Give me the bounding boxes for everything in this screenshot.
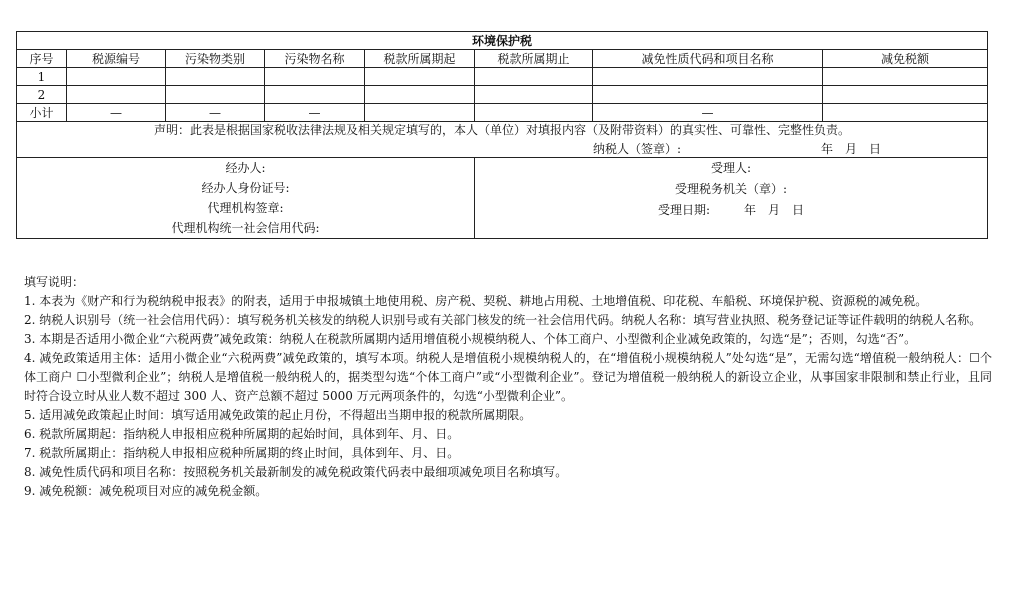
tax-office-label: 受理税务机关（章）: (674, 182, 788, 196)
instruction-item: 8. 减免性质代码和项目名称：按照税务机关最新制发的减免税政策代码表中最细项减免项目名称填写。 (24, 465, 568, 479)
receipt-date: 年 月 日 (744, 203, 805, 217)
instruction-item: 4. 减免政策适用主体：适用小微企业“六税两费”减免政策的，填写本项。纳税人是增值税小规模纳税人的，在“增值税小规模纳税人”处勾选“是”，无需勾选“增值税一般纳税人：☐个体工商户 ☐小型微利企业”；纳税人是增值税一般纳税人的，据类型勾选“个体工商户”或“小型微利企业”。登记为增值税一般纳税人的新设立企业，从事国家非限制和禁止行业，且同时符合设立时从业人数不超过 300 人、资产总额不超过 5000 万元两项条件的，勾选“小型微利企业”。 (24, 351, 992, 403)
period-end-cell[interactable] (475, 86, 593, 104)
pollutant-name-cell[interactable] (265, 68, 365, 86)
relief-code-cell[interactable] (593, 68, 823, 86)
subtotal-row (17, 104, 988, 122)
relief-amount-cell[interactable] (823, 86, 988, 104)
instructions (24, 273, 992, 501)
declaration-text: 声明：此表是根据国家税收法律法规及相关规定填写的，本人（单位）对填报内容（及附带资料）的真实性、可靠性、完整性负责。 (154, 123, 851, 137)
declaration-date: 年 月 日 (821, 142, 882, 156)
instruction-item: 1. 本表为《财产和行为税纳税申报表》的附表，适用于申报城镇土地使用税、房产税、契税、耕地占用税、土地增值税、印花税、车船税、环境保护税、资源税的减免税。 (24, 294, 928, 308)
header-cell: 污染物类别 (166, 50, 265, 68)
table-row (17, 68, 988, 86)
subtotal-relief-amount[interactable] (823, 104, 988, 122)
subtotal-empty (475, 104, 593, 122)
relief-code-cell[interactable] (593, 86, 823, 104)
environmental-tax-table (16, 31, 988, 239)
pollutant-category-cell[interactable] (166, 86, 265, 104)
agent-receiver-row (17, 158, 988, 239)
header-cell: 序号 (17, 50, 67, 68)
period-start-cell[interactable] (365, 86, 475, 104)
subtotal-label: 小计 (17, 104, 67, 122)
declaration-signature (17, 141, 987, 157)
instruction-item: 6. 税款所属期起：指纳税人申报相应税种所属期的起始时间，具体到年、月、日。 (24, 427, 460, 441)
pollutant-name-cell[interactable] (265, 86, 365, 104)
instructions-heading: 填写说明： (24, 275, 85, 289)
taxpayer-seal-label: 纳税人（签章）: (592, 142, 682, 156)
header-cell: 减免税额 (823, 50, 988, 68)
declaration-row (17, 122, 988, 158)
row-index: 1 (17, 68, 67, 86)
instruction-item: 5. 适用减免政策起止时间：填写适用减免政策的起止月份，不得超出当期申报的税款所属期限。 (24, 408, 532, 422)
subtotal-dash: — (593, 104, 823, 122)
operator-label: 经办人: (225, 161, 266, 175)
period-end-cell[interactable] (475, 68, 593, 86)
header-row (17, 50, 988, 68)
receipt-date-line (475, 200, 987, 221)
subtotal-empty (365, 104, 475, 122)
header-cell: 污染物名称 (265, 50, 365, 68)
instruction-item: 7. 税款所属期止：指纳税人申报相应税种所属期的终止时间，具体到年、月、日。 (24, 446, 460, 460)
declaration-cell (17, 122, 988, 158)
header-cell: 税源编号 (67, 50, 166, 68)
instruction-item: 9. 减免税额：减免税项目对应的减免税金额。 (24, 484, 268, 498)
tax-source-cell[interactable] (67, 86, 166, 104)
agent-cell (17, 158, 475, 239)
relief-amount-cell[interactable] (823, 68, 988, 86)
receiver-cell (475, 158, 988, 239)
header-cell: 减免性质代码和项目名称 (593, 50, 823, 68)
operator-id-label: 经办人身份证号: (201, 181, 290, 195)
agency-seal-label: 代理机构签章: (207, 201, 284, 215)
subtotal-dash: — (265, 104, 365, 122)
instruction-item: 2. 纳税人识别号（统一社会信用代码）：填写税务机关核发的纳税人识别号或有关部门核发的统一社会信用代码。纳税人名称：填写营业执照、税务登记证等证件载明的纳税人名称。 (24, 313, 982, 327)
tax-source-cell[interactable] (67, 68, 166, 86)
row-index: 2 (17, 86, 67, 104)
receiver-label: 受理人: (710, 161, 752, 175)
table-title: 环境保护税 (17, 32, 988, 50)
header-cell: 税款所属期起 (365, 50, 475, 68)
receipt-date-label: 受理日期: (657, 203, 711, 217)
table-row (17, 86, 988, 104)
period-start-cell[interactable] (365, 68, 475, 86)
pollutant-category-cell[interactable] (166, 68, 265, 86)
header-cell: 税款所属期止 (475, 50, 593, 68)
subtotal-dash: — (67, 104, 166, 122)
instruction-item: 3. 本期是否适用小微企业“六税两费”减免政策：纳税人在税款所属期内适用增值税小规模纳税人、个体工商户、小型微利企业减免政策的，勾选“是”；否则，勾选“否”。 (24, 332, 917, 346)
subtotal-dash: — (166, 104, 265, 122)
agency-code-label: 代理机构统一社会信用代码: (171, 221, 320, 235)
